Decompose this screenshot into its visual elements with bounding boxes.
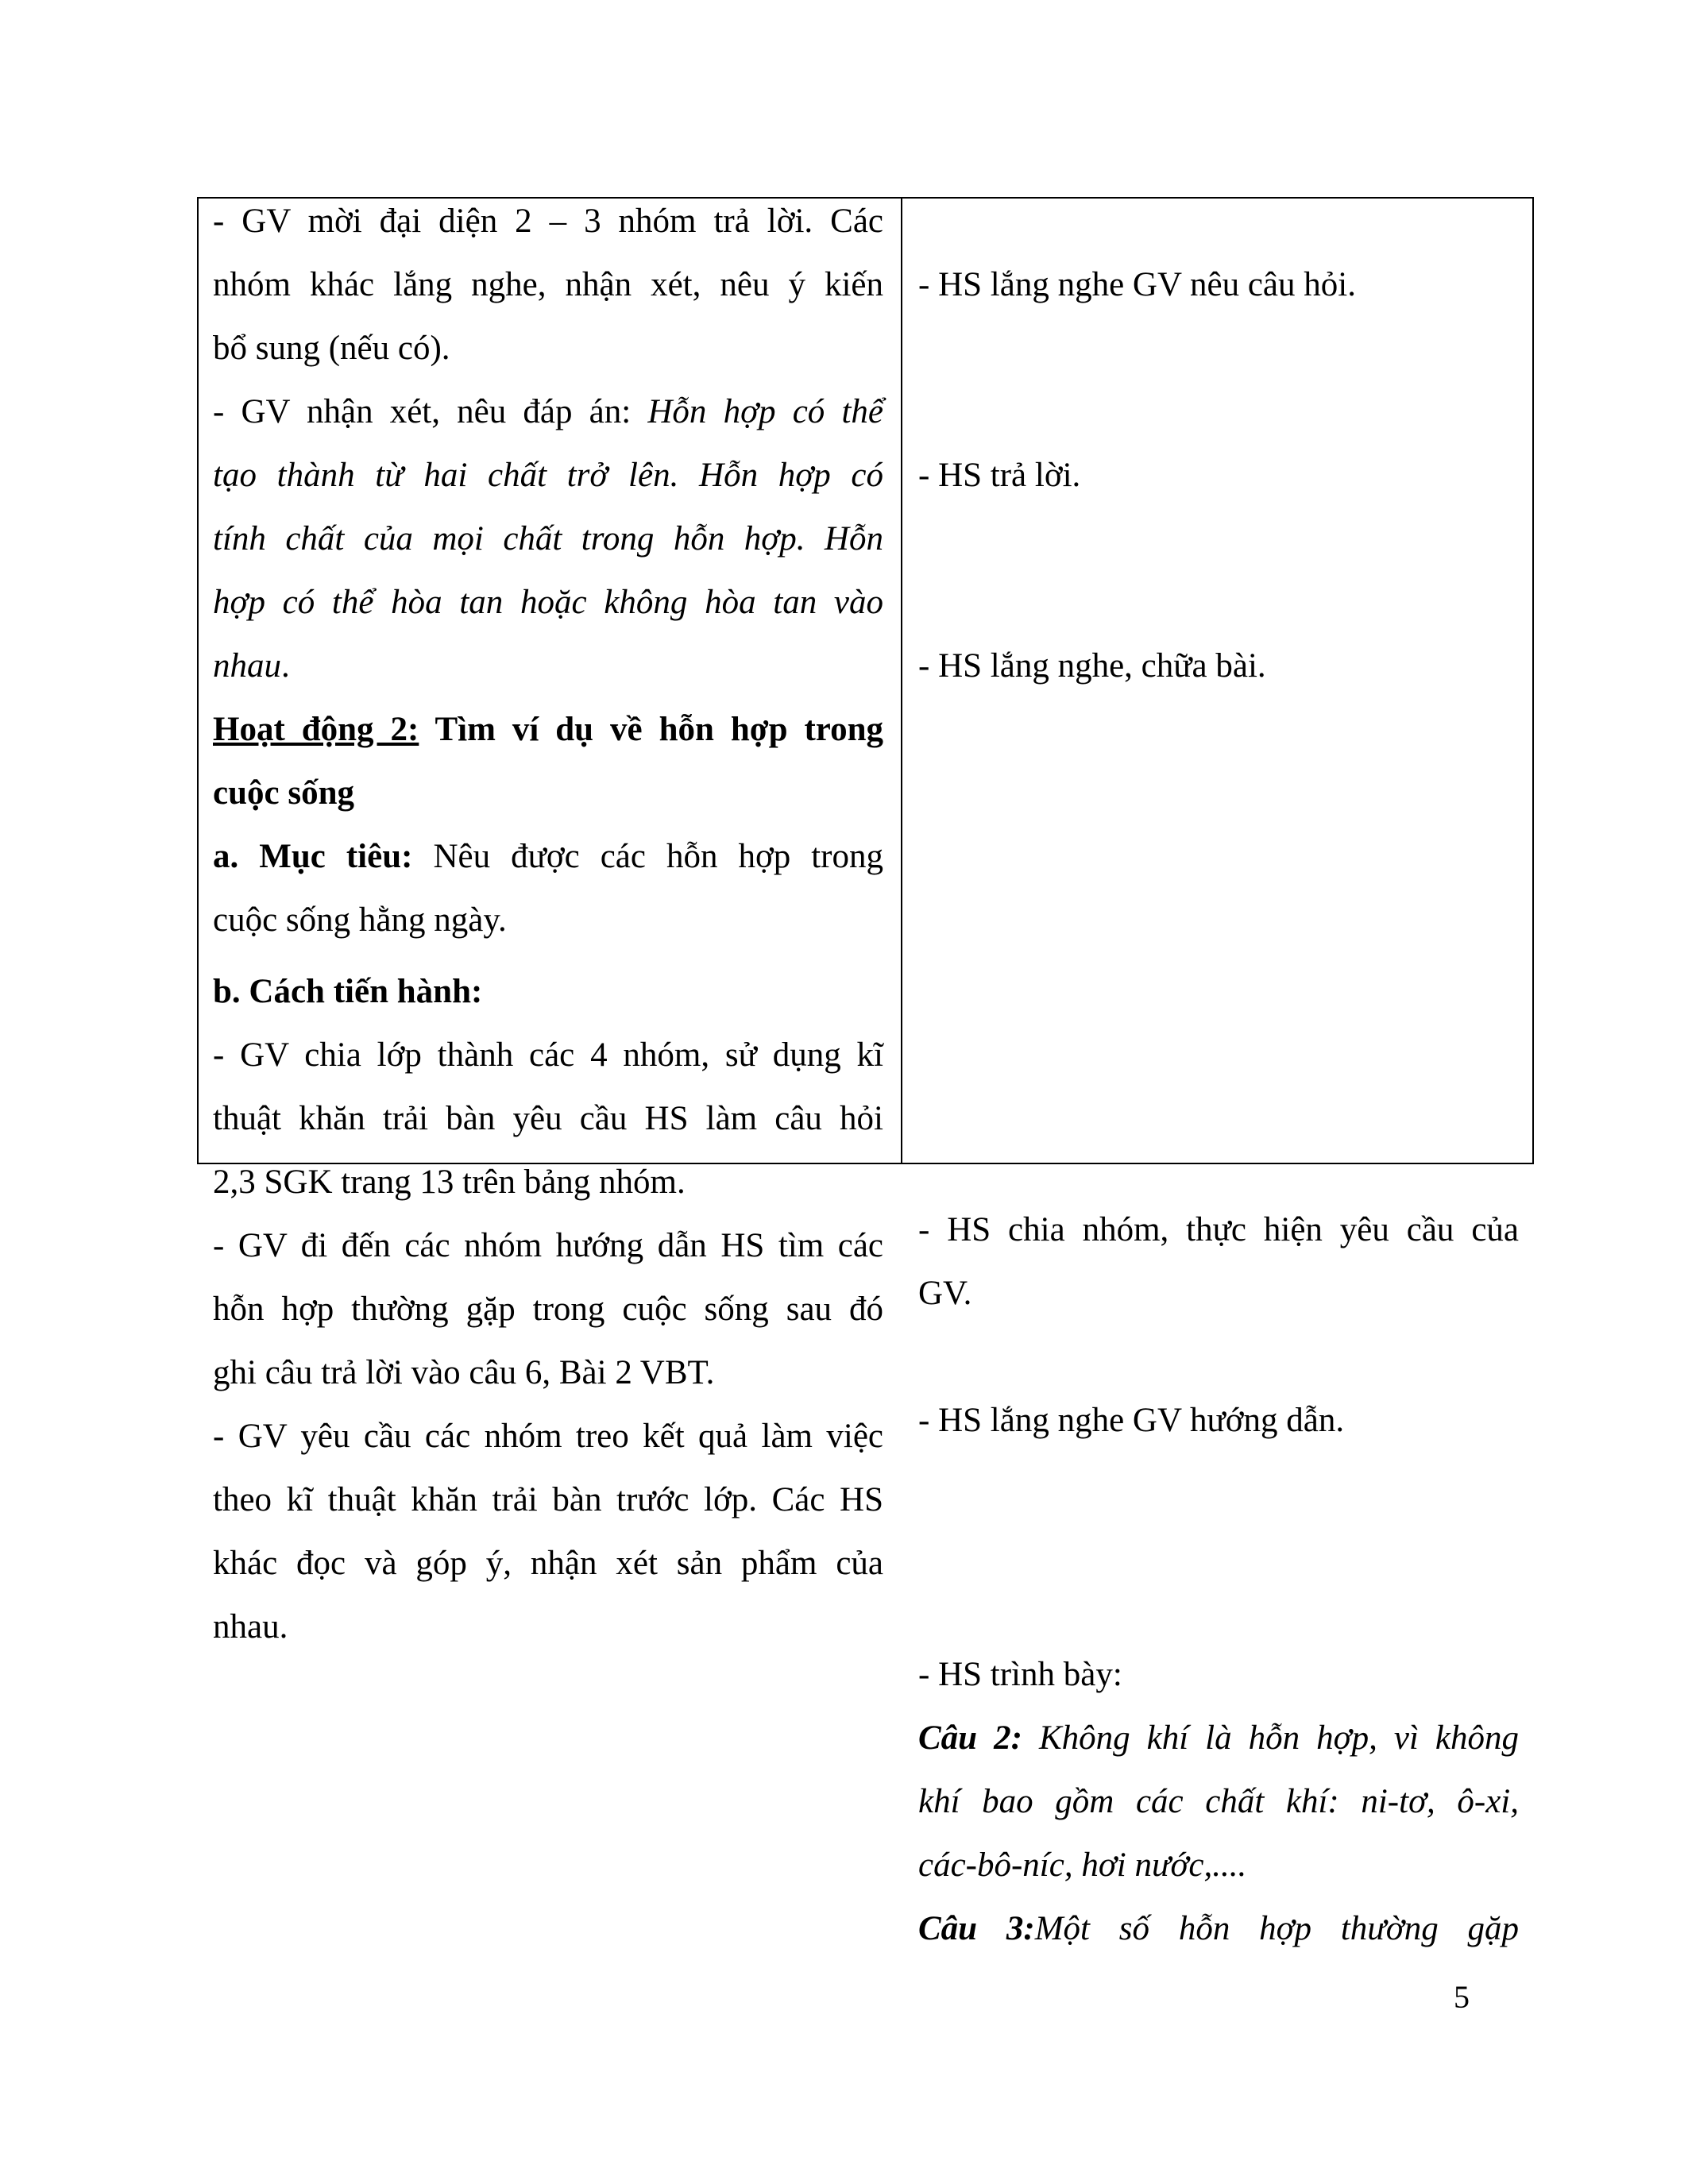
answer-line (918, 1779, 1519, 1825)
procedure-heading (213, 969, 883, 1015)
answer-italic: các-bô-níc, hơi nước,.... (918, 1846, 1247, 1884)
text-span: thuật khăn trải bàn yêu cầu HS làm câu hỏi (213, 1100, 883, 1137)
text-span: - HS trả lời. (918, 457, 1081, 494)
text-span: - GV mời đại diện 2 – 3 nhóm trả lời. Các (213, 203, 883, 240)
lesson-table (197, 197, 1534, 1947)
activity-title: Tìm ví dụ về hỗn hợp trong (419, 711, 883, 748)
answer-italic: Một số hỗn hợp thường gặp (1034, 1910, 1519, 1947)
text-line (918, 1271, 1519, 1317)
text-span: - HS lắng nghe GV hướng dẫn. (918, 1402, 1345, 1439)
text-span: ghi câu trả lời vào câu 6, Bài 2 VBT. (213, 1354, 715, 1391)
answer-line (918, 1715, 1519, 1761)
objective-line (213, 834, 883, 880)
text-line (213, 326, 883, 372)
text-line (918, 262, 1519, 308)
text-line (213, 262, 883, 308)
text-line (213, 1414, 883, 1460)
student-activities-column (918, 199, 1519, 1947)
page-number: 5 (1454, 1979, 1470, 2015)
text-line (918, 643, 1519, 689)
text-span: Nêu được các hỗn hợp trong (412, 838, 884, 875)
text-line (213, 1477, 883, 1523)
answer-italic: tính chất của mọi chất trong hỗn hợp. Hỗn (213, 520, 883, 558)
text-line (213, 453, 883, 499)
answer-italic: Hỗn hợp có thể (647, 393, 883, 430)
text-line (213, 580, 883, 626)
text-line (918, 453, 1519, 499)
text-line (213, 1096, 883, 1142)
text-line (213, 516, 883, 562)
text-span: nhóm khác lắng nghe, nhận xét, nêu ý kiến (213, 266, 883, 303)
answer-italic: khí bao gồm các chất khí: ni-tơ, ô-xi, (918, 1783, 1519, 1820)
text-line (213, 389, 883, 435)
answer-italic: hợp có thể hòa tan hoặc không hòa tan vào (213, 584, 883, 621)
text-span: nhau. (213, 1608, 288, 1646)
text-span: - GV đi đến các nhóm hướng dẫn HS tìm các (213, 1227, 883, 1264)
teacher-activities-column (213, 199, 884, 1646)
text-line (213, 1160, 883, 1206)
activity-heading (213, 770, 883, 816)
text-span: - HS lắng nghe GV nêu câu hỏi. (918, 266, 1356, 303)
text-span: khác đọc và góp ý, nhận xét sản phẩm của (213, 1545, 883, 1582)
text-line (213, 199, 883, 245)
text-span: . (281, 647, 290, 685)
text-span: - GV nhận xét, nêu đáp án: (213, 393, 648, 430)
answer-line (918, 1906, 1519, 1952)
text-span: GV. (918, 1275, 972, 1312)
text-line (918, 1398, 1519, 1444)
procedure-label: b. Cách tiến hành: (213, 973, 483, 1010)
text-span: 2,3 SGK trang 13 trên bảng nhóm. (213, 1163, 686, 1201)
answer-italic: Không khí là hỗn hợp, vì không (1022, 1719, 1519, 1757)
text-span: - HS lắng nghe, chữa bài. (918, 647, 1266, 685)
answer-italic: tạo thành từ hai chất trở lên. Hỗn hợp có (213, 457, 883, 494)
text-span: - GV yêu cầu các nhóm treo kết quả làm việc (213, 1418, 883, 1455)
text-span: bổ sung (nếu có). (213, 330, 450, 367)
text-line (213, 1287, 883, 1333)
question-label: Câu 2: (918, 1719, 1022, 1757)
text-span: cuộc sống hằng ngày. (213, 901, 507, 939)
question-label: Câu 3: (918, 1910, 1035, 1947)
text-line (213, 1541, 883, 1587)
activity-label: Hoạt động 2: (213, 711, 419, 748)
text-line (213, 1604, 883, 1650)
column-divider (901, 199, 902, 1163)
text-line (213, 1032, 883, 1078)
answer-italic: nhau (213, 647, 281, 685)
objective-label: a. Mục tiêu: (213, 838, 413, 875)
text-line (918, 1207, 1519, 1253)
activity-heading (213, 707, 883, 753)
activity-title: cuộc sống (213, 774, 354, 812)
text-line (213, 1223, 883, 1269)
text-line (213, 643, 883, 689)
text-span: - HS trình bày: (918, 1656, 1122, 1693)
text-line (213, 1350, 883, 1396)
text-span: hỗn hợp thường gặp trong cuộc sống sau đó (213, 1291, 883, 1328)
text-line (213, 897, 883, 943)
text-span: - HS chia nhóm, thực hiện yêu cầu của (918, 1211, 1519, 1248)
answer-line (918, 1843, 1519, 1889)
text-span: - GV chia lớp thành các 4 nhóm, sử dụng kĩ (213, 1036, 883, 1074)
text-span: theo kĩ thuật khăn trải bàn trước lớp. Các HS (213, 1481, 883, 1518)
text-line (918, 1652, 1519, 1698)
